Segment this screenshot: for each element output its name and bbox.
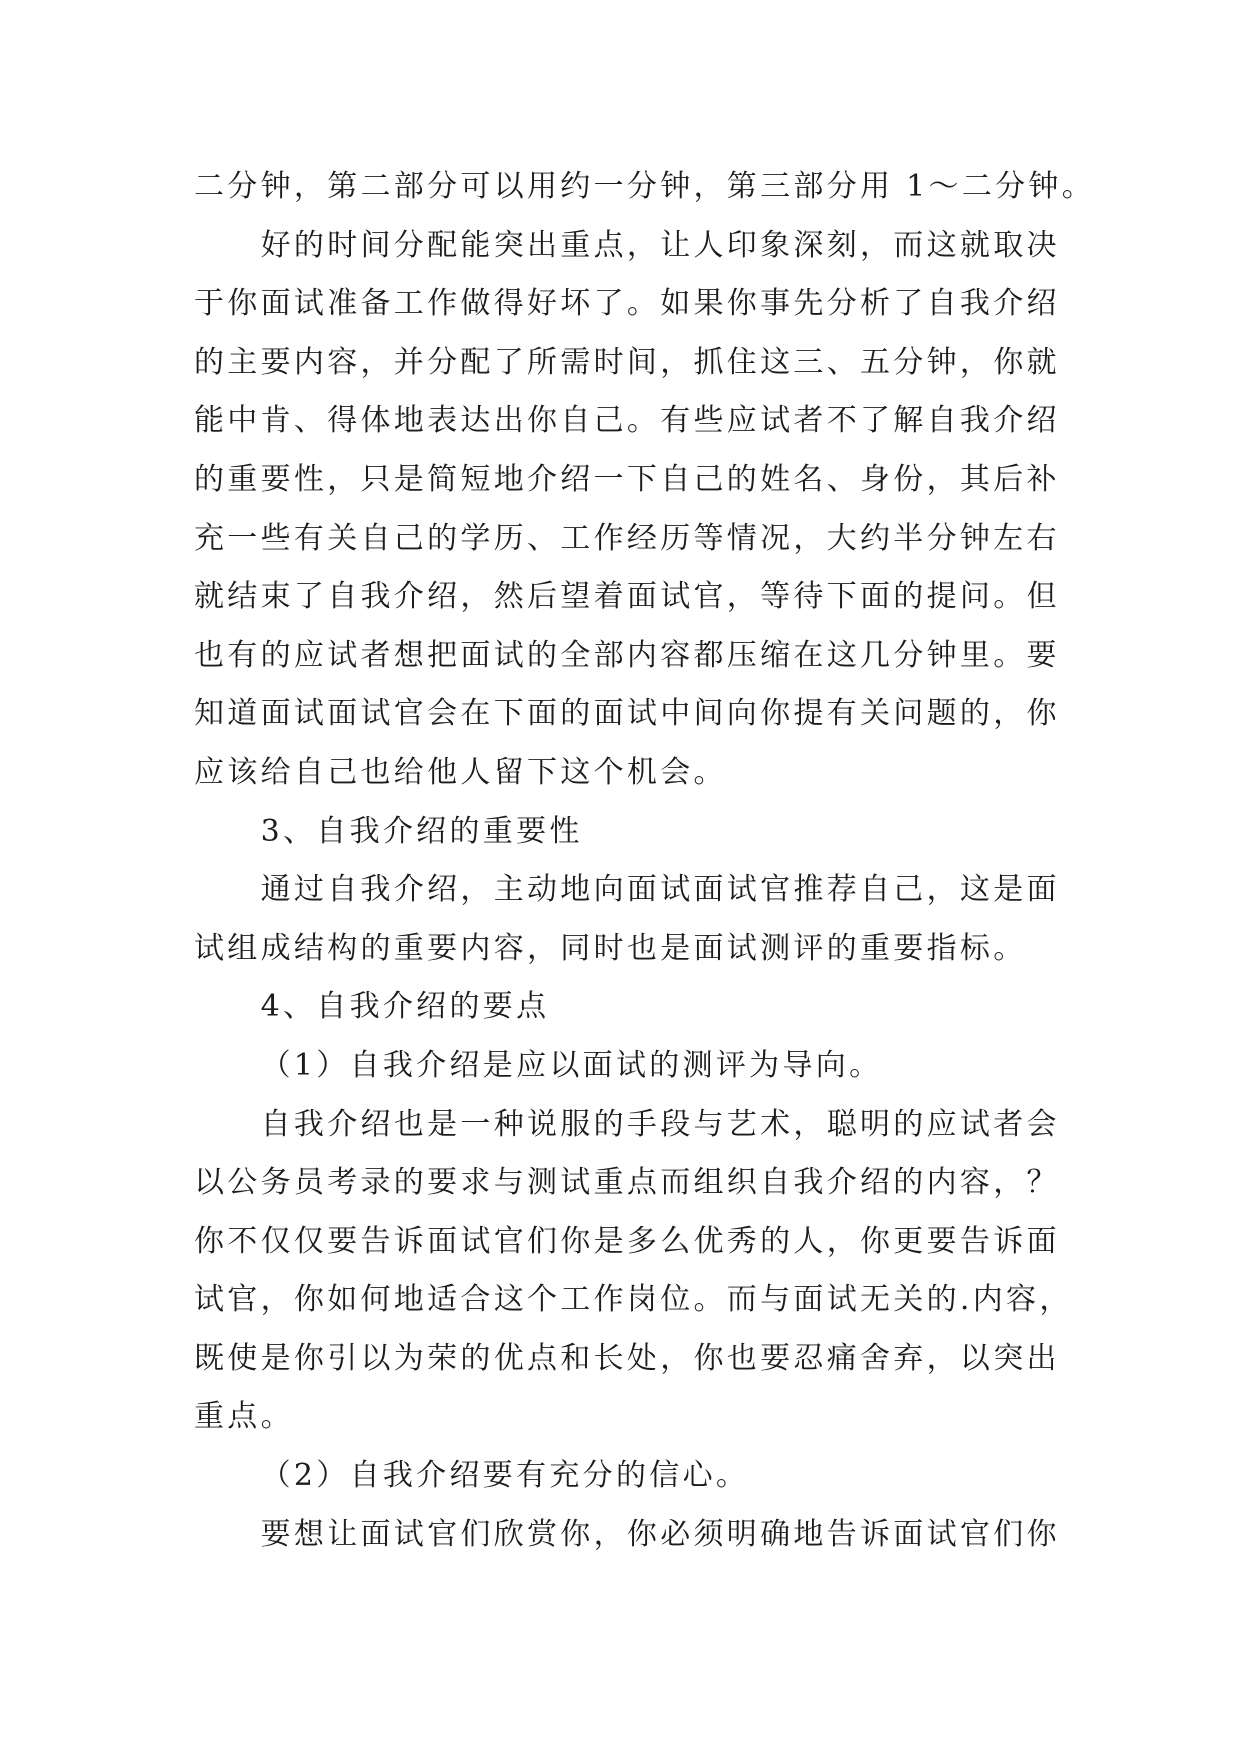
section-heading-key-points: 4、自我介绍的要点: [260, 989, 550, 1025]
text-line: 的重要性，只是简短地介绍一下自己的姓名、身份，其后补: [194, 461, 1060, 497]
text-line: 于你面试准备工作做得好坏了。如果你事先分析了自我介绍: [194, 286, 1060, 322]
text-line: 的主要内容，并分配了所需时间，抓住这三、五分钟，你就: [194, 344, 1060, 380]
text-line: 重点。: [194, 1399, 294, 1435]
text-line: 通过自我介绍，主动地向面试面试官推荐自己，这是面: [260, 872, 1060, 908]
text-line: 也有的应试者想把面试的全部内容都压缩在这几分钟里。要: [194, 637, 1060, 673]
continuation-paragraph: [194, 158, 1154, 217]
paragraph-time-allocation: [194, 217, 1154, 803]
text-line: 你不仅仅要告诉面试官们你是多么优秀的人，你更要告诉面: [194, 1223, 1060, 1259]
text-line: 能中肯、得体地表达出你自己。有些应试者不了解自我介绍: [194, 403, 1060, 439]
paragraph-importance: [194, 861, 1154, 978]
point-heading-1: （1）自我介绍是应以面试的测评为导向。: [260, 1047, 883, 1083]
document-body: [194, 158, 1154, 1564]
paragraph-confidence: [194, 1506, 1154, 1565]
text-line: 就结束了自我介绍，然后望着面试官，等待下面的提问。但: [194, 579, 1060, 615]
text-line: 试官，你如何地适合这个工作岗位。而与面试无关的.内容，: [194, 1282, 1073, 1318]
text-line: 要想让面试官们欣赏你，你必须明确地告诉面试官们你: [260, 1516, 1060, 1552]
text-line: 既使是你引以为荣的优点和长处，你也要忍痛舍弃，以突出: [194, 1340, 1060, 1376]
text-line: 知道面试面试官会在下面的面试中间向你提有关问题的，你: [194, 696, 1060, 732]
text-line: 二分钟，第二部分可以用约一分钟，第三部分用 1～二分钟。: [194, 169, 1096, 204]
text-line: 应该给自己也给他人留下这个机会。: [194, 754, 727, 790]
text-line: 好的时间分配能突出重点，让人印象深刻，而这就取决: [260, 227, 1060, 263]
text-line: 自我介绍也是一种说服的手段与艺术，聪明的应试者会: [260, 1106, 1060, 1142]
point-heading-2: （2）自我介绍要有充分的信心。: [260, 1458, 750, 1494]
text-line: 以公务员考录的要求与测试重点而组织自我介绍的内容，？: [194, 1165, 1060, 1201]
text-line: 充一些有关自己的学历、工作经历等情况，大约半分钟左右: [194, 520, 1060, 556]
text-line: 试组成结构的重要内容，同时也是面试测评的重要指标。: [194, 930, 1027, 966]
paragraph-orientation: [194, 1096, 1154, 1448]
section-heading-importance: 3、自我介绍的重要性: [260, 813, 583, 849]
